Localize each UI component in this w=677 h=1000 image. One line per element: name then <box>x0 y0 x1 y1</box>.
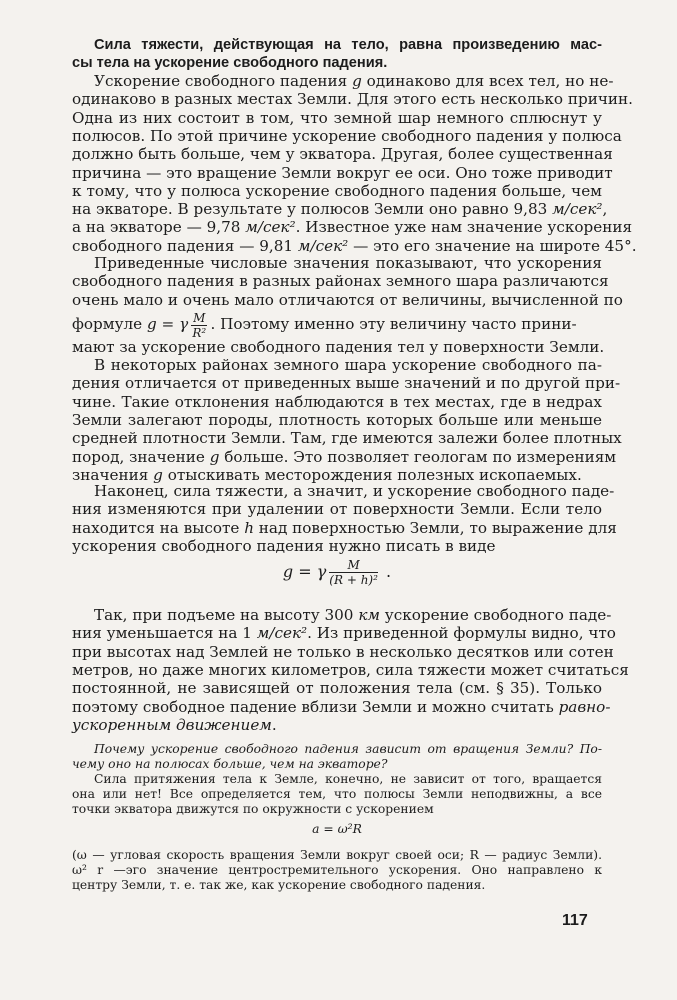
text-run: ния изменяются при удалении от поверхности Земли. Если тело <box>72 500 602 519</box>
text-run: Земли залегают породы, плотность которых больше или меньше <box>72 410 602 429</box>
text-run: , <box>602 200 608 219</box>
text-run: к тому, что у полюса ускорение свободного падения больше, чем <box>72 181 602 200</box>
numerator: M <box>329 558 378 573</box>
formula-centripetal: a = ω²R <box>312 822 362 836</box>
p5-line <box>72 679 602 697</box>
text-run: Так, при подъеме на высоту 300 <box>94 606 359 624</box>
text-run: поэтому свободное падение вблизи Земли и можно считать <box>72 697 559 716</box>
note-line: (ω — угловая скорость вращения Земли вокруг своей оси; R — радиус Земли). <box>72 848 602 862</box>
formula-lhs: g = γ <box>282 562 327 581</box>
page-number: 117 <box>562 912 588 929</box>
fraction <box>191 311 207 340</box>
text-run: полюсов. По этой причине ускорение свободного падения у полюса <box>72 126 622 145</box>
text-run: ускорение свободного паде- <box>379 606 612 624</box>
text-run: при высотах над Землей не только в несколько десятков или сотен <box>72 642 614 661</box>
denominator: R² <box>192 325 207 340</box>
p1-line <box>72 236 637 255</box>
text-run: . Известное уже нам значение ускорения <box>295 218 633 237</box>
text-run: м/сек² <box>297 236 349 255</box>
section-heading: сы тела на ускорение свободного падения. <box>72 55 388 71</box>
formula-lhs: g = γ <box>146 315 189 333</box>
text-run: метров, но даже многих километров, сила тяжести может считаться <box>72 660 629 679</box>
p5-line <box>72 606 612 624</box>
question-line: чему оно на полюсах больше, чем на экваторе? <box>72 757 388 771</box>
text-run: м/сек² <box>245 218 296 237</box>
p1-line <box>72 109 602 127</box>
p2b-line <box>72 338 605 356</box>
text-run: должно быть больше, чем у экватора. Другая, более существенная <box>72 145 613 164</box>
p3-line <box>72 429 622 448</box>
text-run: Одна из них состоит в том, что земной шар немного сплюснут у <box>72 108 602 127</box>
p1-line <box>72 126 622 145</box>
text-run: h <box>244 518 254 537</box>
p4-line <box>72 482 615 500</box>
text-run: м/сек² <box>552 200 603 219</box>
text-run: пород, значение <box>72 447 210 466</box>
p1-line <box>72 90 633 109</box>
p1-line <box>72 163 613 182</box>
text-run: ускорения свободного падения нужно писать в виде <box>72 536 496 555</box>
text-run: свободного падения в разных районах земного шара различаются <box>72 272 609 291</box>
note-line: ω² r —эго значение центростремительного ускорения. Оно направлено к <box>72 863 602 877</box>
text-run: находится на высоте <box>72 518 245 537</box>
text-run: g <box>209 447 220 466</box>
p3-line <box>72 356 602 374</box>
text-run: Наконец, сила тяжести, а значит, и ускорение свободного паде- <box>94 482 615 500</box>
answer-line: точки экватора движутся по окружности с ускорением <box>72 802 434 816</box>
fraction <box>329 558 378 587</box>
text-run: постоянной, не зависящей от положения тела (см. § 35). Только <box>72 679 602 698</box>
p5-line <box>72 642 614 661</box>
text-run: на экваторе. В результате у полюсов Земли оно равно 9,83 <box>72 200 553 219</box>
text-run: мают за ускорение свободного падения тел у поверхности Земли. <box>72 338 605 356</box>
p1-line <box>72 200 608 219</box>
note-line: центру Земли, т. е. так же, как ускорение свободного падения. <box>72 878 486 892</box>
text-run: — это его значение на широте 45°. <box>348 236 637 255</box>
text-run: чине. Такие отклонения наблюдаются в тех местах, где в недрах <box>72 392 602 411</box>
text-run: . Из приведенной формулы видно, что <box>307 624 616 643</box>
text-run: км <box>358 606 380 624</box>
answer-line: она или нет! Все определяется тем, что полюсы Земли неподвижны, а все <box>72 787 602 801</box>
p3-line <box>72 393 602 411</box>
p5-line <box>72 660 629 679</box>
text-run: одинаково в разных местах Земли. Для этого есть несколько причин. <box>72 90 633 109</box>
text-run: дения отличается от приведенных выше значений и по другой при- <box>72 374 621 393</box>
question-line: Почему ускорение свободного падения зависит от вращения Земли? По- <box>94 742 602 756</box>
p1-line <box>72 72 614 90</box>
p5-line <box>72 716 602 734</box>
p5-line <box>72 697 611 716</box>
text-run: одинаково для всех тел, но не- <box>361 72 614 90</box>
text-run: . <box>380 562 392 581</box>
text-run: средней плотности Земли. Там, где имеются залежи более плотных <box>72 429 622 448</box>
text-run: а на экваторе — 9,78 <box>72 218 246 237</box>
p1-line <box>72 182 602 200</box>
text-run: свободного падения — 9,81 <box>72 236 298 255</box>
text-run: Ускорение свободного падения <box>94 72 353 90</box>
p5-line <box>72 624 616 643</box>
text-run: над поверхностью Земли, то выражение для <box>253 518 617 537</box>
text-run: . Поэтому именно эту величину часто прини- <box>210 315 577 333</box>
denominator: (R + h)² <box>329 573 378 587</box>
p1-line <box>72 218 633 237</box>
text-run: формуле <box>72 315 147 333</box>
p3-line <box>72 447 617 466</box>
text-run: . <box>271 715 277 734</box>
text-run: значения <box>72 465 154 484</box>
section-heading: Сила тяжести, действующая на тело, равна произведению мас- <box>94 37 602 53</box>
p2-line <box>72 254 602 272</box>
text-run: м/сек² <box>256 624 308 643</box>
display-formula <box>72 555 602 589</box>
p2-line <box>72 272 609 291</box>
text-run: причина — это вращение Земли вокруг ее оси. Оно тоже приводит <box>72 163 613 182</box>
text-run: равно- <box>558 697 611 716</box>
text-run: В некоторых районах земного шара ускорение свободного па- <box>94 356 602 374</box>
p4-line <box>72 500 602 518</box>
text-run: g <box>153 465 163 484</box>
p4-line <box>72 537 602 555</box>
p2-line <box>72 290 623 309</box>
text-run: Приведенные числовые значения показывают, что ускорения <box>94 254 602 272</box>
p4-line <box>72 518 617 537</box>
p3-line <box>72 411 602 429</box>
answer-line: Сила притяжения тела к Земле, конечно, не зависит от того, вращается <box>94 772 602 786</box>
text-run: ускоренным движением <box>72 715 272 734</box>
text-run: отыскивать месторождения полезных ископаемых. <box>162 465 582 484</box>
text-run: очень мало и очень мало отличаются от величины, вычисленной по <box>72 290 623 309</box>
text-run: больше. Это позволяет геологам по измерениям <box>219 447 617 466</box>
p3-line <box>72 374 621 393</box>
p1-line <box>72 145 613 164</box>
numerator: M <box>193 310 206 325</box>
formula-line <box>72 309 602 340</box>
text-run: ния уменьшается на 1 <box>72 624 257 643</box>
text-run: g <box>352 72 362 90</box>
